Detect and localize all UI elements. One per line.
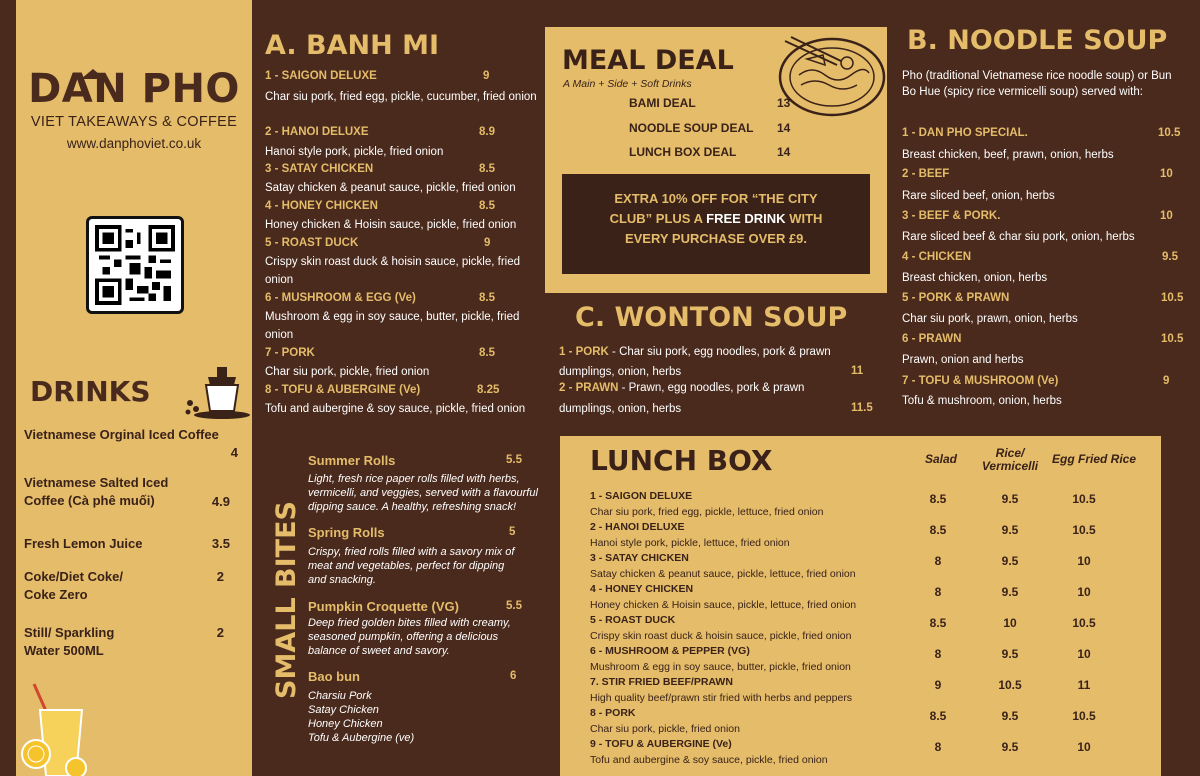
small-bite-desc: Light, fresh rice paper rolls filled with herbs, vermicelli, and veggies, served with a flavourful dipping sauce. A healthy, refreshing snack!	[308, 473, 538, 513]
drink-price: 2	[216, 625, 224, 640]
noodle-soup-item-price: 10	[1160, 168, 1173, 180]
noodle-soup-item-price: 10	[1160, 210, 1173, 222]
lunch-box-price-egg-fried-rice: 11	[1077, 678, 1091, 692]
lunch-box-item-name: 6 - MUSHROOM & PEPPER (VG)	[590, 645, 750, 657]
noodle-soup-item-price: 10.5	[1161, 333, 1184, 345]
lunch-box-item-name: 9 - TOFU & AUBERGINE (Ve)	[590, 738, 732, 750]
noodle-soup-intro: Pho (traditional Vietnamese rice noodle soup) or Bun Bo Hue (spicy rice vermicelli soup) served with:	[902, 70, 1172, 98]
svg-text:SMALL BITES: SMALL BITES	[271, 501, 302, 699]
lunch-box-price-egg-fried-rice: 10	[1077, 585, 1091, 599]
drink-item	[24, 535, 250, 553]
lunch-box-item-name: 2 - HANOI DELUXE	[590, 521, 685, 533]
lunch-box-price-egg-fried-rice: 10	[1077, 554, 1091, 568]
lunch-box-price-rice: 9.5	[1001, 709, 1019, 723]
noodle-soup-item-name: 1 - DAN PHO SPECIAL.	[902, 127, 1028, 139]
lunch-box-item-name: 7. STIR FRIED BEEF/PRAWN	[590, 676, 733, 688]
banh-mi-item-desc: Char siu pork, fried egg, pickle, cucumber, fried onion	[265, 91, 537, 103]
lunch-box-item-desc: Char siu pork, fried egg, pickle, lettuce, fried onion	[590, 506, 824, 518]
banh-mi-title: A. BANH MI	[265, 30, 440, 61]
banh-mi-item-price: 8.5	[479, 163, 495, 175]
city-club-promo	[562, 174, 870, 274]
lunch-box-header-rice: Rice/ Vermicelli	[981, 446, 1039, 473]
meal-deal-title: MEAL DEAL	[562, 45, 734, 76]
noodle-soup-item-name: 6 - PRAWN	[902, 333, 962, 345]
lunch-box-price-rice: 9.5	[1001, 585, 1019, 599]
wonton-item-name: 1 - PORK	[559, 346, 609, 358]
noodle-soup-item-desc: Rare sliced beef & char siu pork, onion, herbs	[902, 231, 1135, 243]
lunch-box-price-salad: 8.5	[929, 709, 947, 723]
banh-mi-item-price: 9	[484, 237, 491, 249]
lunch-box-price-egg-fried-rice: 10.5	[1072, 523, 1096, 537]
lunch-box-price-salad: 9	[934, 678, 942, 692]
banh-mi-item-name: 1 - SAIGON DELUXE	[265, 70, 377, 82]
noodle-soup-item-desc: Breast chicken, onion, herbs	[902, 272, 1048, 284]
lunch-box-item-desc: Hanoi style pork, pickle, lettuce, fried onion	[590, 537, 790, 549]
drink-item	[24, 624, 144, 660]
lunch-box-item-name: 1 - SAIGON DELUXE	[590, 490, 693, 502]
noodle-soup-item-desc: Breast chicken, beef, prawn, onion, herbs	[902, 149, 1114, 161]
wonton-soup-title: C. WONTON SOUP	[575, 302, 848, 333]
wonton-item-price: 11.5	[851, 402, 873, 414]
banh-mi-item-name: 5 - ROAST DUCK	[265, 237, 359, 249]
wonton-item-price: 11	[851, 365, 864, 377]
banh-mi-item-price: 8.5	[479, 347, 495, 359]
noodle-soup-item-name: 3 - BEEF & PORK.	[902, 210, 1001, 222]
banh-mi-item-price: 9	[483, 70, 490, 82]
noodle-bowl-icon	[777, 35, 887, 119]
wonton-item-desc: - Char siu pork, egg noodles, pork & prawn	[608, 346, 831, 358]
brand-name: DAN PHO	[28, 66, 240, 112]
lunch-box-price-rice: 9.5	[1001, 740, 1019, 754]
lunch-box-price-salad: 8	[934, 647, 942, 661]
drink-name: Vietnamese Salted Iced Coffee (Cà phê muối)	[24, 475, 169, 508]
lunch-box-price-salad: 8.5	[929, 523, 947, 537]
meal-deal-item-name: NOODLE SOUP DEAL	[629, 121, 754, 135]
lunch-box-item-desc: Tofu and aubergine & soy sauce, pickle, fried onion	[590, 754, 828, 766]
small-bite-price: 5.5	[506, 454, 522, 466]
banh-mi-item-desc: Honey chicken & Hoisin sauce, pickle, fried onion	[265, 219, 517, 231]
noodle-soup-item-desc: Tofu & mushroom, onion, herbs	[902, 395, 1062, 407]
drink-price: 4.9	[211, 494, 230, 509]
lunch-box-price-rice: 9.5	[1001, 554, 1019, 568]
meal-deal-item-price: 14	[777, 145, 791, 159]
small-bite-name: Spring Rolls	[308, 525, 385, 540]
lunch-box-price-salad: 8	[934, 585, 942, 599]
drink-item	[24, 568, 154, 604]
lunch-box-item-desc: High quality beef/prawn stir fried with herbs and peppers	[590, 692, 853, 704]
lunch-box-price-rice: 9.5	[1001, 492, 1019, 506]
wonton-item-desc-2: dumplings, onion, herbs	[559, 403, 682, 415]
lunch-box-price-egg-fried-rice: 10	[1077, 647, 1091, 661]
drink-name: Still/ Sparkling Water 500ML	[24, 625, 115, 658]
small-bite-name: Summer Rolls	[308, 453, 396, 468]
qr-code-icon[interactable]	[86, 216, 184, 314]
wonton-item-name: 2 - PRAWN	[559, 382, 619, 394]
drink-price: 2	[216, 569, 224, 584]
banh-mi-item-price: 8.9	[479, 126, 495, 138]
meal-deal-item-price: 13	[777, 96, 791, 110]
banh-mi-item-desc: Tofu and aubergine & soy sauce, pickle, fried onion	[265, 403, 526, 415]
small-bite-name: Bao bun	[308, 669, 360, 684]
noodle-soup-item-name: 2 - BEEF	[902, 168, 950, 180]
meal-deal-item-name: LUNCH BOX DEAL	[629, 145, 737, 159]
lunch-box-price-salad: 8	[934, 740, 942, 754]
lunch-box-price-salad: 8	[934, 554, 942, 568]
drink-item	[24, 426, 250, 460]
small-bite-desc: Charsiu Pork Satay Chicken Honey Chicken Tofu & Aubergine (ve)	[308, 690, 415, 744]
drink-name: Fresh Lemon Juice	[24, 536, 143, 551]
lunch-box-title: LUNCH BOX	[590, 444, 773, 477]
promo-line-1: EXTRA 10% OFF FOR “THE CITY	[614, 191, 818, 206]
banh-mi-item-desc: Hanoi style pork, pickle, fried onion	[265, 146, 444, 158]
lunch-box-item-name: 5 - ROAST DUCK	[590, 614, 676, 626]
noodle-soup-item-name: 5 - PORK & PRAWN	[902, 292, 1010, 304]
lunch-box-header-egg-fried-rice: Egg Fried Rice	[1051, 452, 1137, 466]
lunch-box-item-desc: Honey chicken & Hoisin sauce, pickle, lettuce, fried onion	[590, 599, 857, 611]
noodle-soup-item-name: 4 - CHICKEN	[902, 251, 972, 263]
noodle-soup-item-name: 7 - TOFU & MUSHROOM (Ve)	[902, 375, 1059, 387]
brand-website[interactable]: www.danphoviet.co.uk	[66, 136, 202, 151]
banh-mi-item-name: 4 - HONEY CHICKEN	[265, 200, 378, 212]
meal-deal-subtitle: A Main + Side + Soft Drinks	[563, 78, 692, 90]
promo-line-3: EVERY PURCHASE OVER £9.	[624, 231, 808, 246]
drink-name: Coke/Diet Coke/ Coke Zero	[24, 569, 123, 602]
banh-mi-item-desc: Char siu pork, pickle, fried onion	[265, 366, 430, 378]
drink-price: 3.5	[211, 536, 230, 551]
lunch-box-price-rice: 9.5	[1001, 647, 1019, 661]
small-bite-price: 5.5	[506, 600, 522, 612]
banh-mi-item-name: 3 - SATAY CHICKEN	[265, 163, 374, 175]
noodle-soup-item-price: 10.5	[1161, 292, 1184, 304]
small-bite-name: Pumpkin Croquette (VG)	[308, 599, 459, 614]
lunch-box-item-desc: Satay chicken & peanut sauce, pickle, lettuce, fried onion	[590, 568, 856, 580]
drinks-title: DRINKS	[30, 375, 151, 408]
noodle-soup-item-price: 9.5	[1162, 251, 1178, 263]
lunch-box-header-salad: Salad	[924, 452, 957, 466]
lunch-box-price-egg-fried-rice: 10	[1077, 740, 1091, 754]
meal-deal-item-name: BAMI DEAL	[629, 96, 696, 110]
lunch-box-item-name: 8 - PORK	[590, 707, 636, 719]
promo-line-2a: CLUB” PLUS A	[609, 211, 707, 226]
lemon-juice-glass-icon	[20, 680, 100, 776]
coffee-cup-icon	[182, 363, 252, 421]
lunch-box-item-name: 4 - HONEY CHICKEN	[590, 583, 694, 595]
small-bite-desc: Deep fried golden bites filled with creamy, seasoned pumpkin, offering a delicious balance of sweet and savory.	[308, 617, 511, 657]
meal-deal-item-price: 14	[777, 121, 791, 135]
noodle-soup-title: B. NOODLE SOUP	[907, 25, 1168, 56]
banh-mi-item-price: 8.25	[477, 384, 500, 396]
banh-mi-item-name: 6 - MUSHROOM & EGG (Ve)	[265, 292, 416, 304]
lunch-box-price-egg-fried-rice: 10.5	[1072, 492, 1096, 506]
noodle-soup-item-price: 9	[1163, 375, 1170, 387]
drink-name: Vietnamese Orginal Iced Coffee	[24, 427, 219, 442]
lunch-box-panel	[560, 436, 1161, 776]
banh-mi-item-desc: Mushroom & egg in soy sauce, butter, pickle, fried onion	[265, 311, 520, 341]
banh-mi-item-name: 8 - TOFU & AUBERGINE (Ve)	[265, 384, 421, 396]
drink-price: 4	[230, 445, 238, 460]
banh-mi-item-price: 8.5	[479, 200, 495, 212]
wonton-item-desc: - Prawn, egg noodles, pork & prawn	[618, 382, 805, 394]
banh-mi-item-desc: Satay chicken & peanut sauce, pickle, fried onion	[265, 182, 516, 194]
lunch-box-item-desc: Mushroom & egg in soy sauce, butter, pickle, fried onion	[590, 661, 851, 673]
lunch-box-price-rice: 10.5	[998, 678, 1022, 692]
wonton-item	[559, 382, 804, 394]
banh-mi-item-name: 2 - HANOI DELUXE	[265, 126, 369, 138]
meal-deal-panel	[545, 27, 887, 293]
lunch-box-item-desc: Char siu pork, pickle, fried onion	[590, 723, 740, 735]
lunch-box-price-egg-fried-rice: 10.5	[1072, 709, 1096, 723]
noodle-soup-item-price: 10.5	[1158, 127, 1181, 139]
brand-tagline: VIET TAKEAWAYS & COFFEE	[30, 114, 238, 130]
lunch-box-price-rice: 9.5	[1001, 523, 1019, 537]
lunch-box-price-rice: 10	[1003, 616, 1017, 630]
small-bite-price: 5	[509, 526, 516, 538]
wonton-item	[559, 346, 831, 358]
drink-item	[24, 474, 200, 510]
small-bite-price: 6	[510, 670, 517, 682]
promo-free-drink: FREE DRINK	[706, 211, 786, 226]
sidebar	[16, 0, 252, 776]
promo-line-2	[562, 209, 870, 229]
noodle-soup-item-desc: Rare sliced beef, onion, herbs	[902, 190, 1055, 202]
noodle-soup-item-desc: Prawn, onion and herbs	[902, 354, 1024, 366]
lunch-box-item-desc: Crispy skin roast duck & hoisin sauce, pickle, fried onion	[590, 630, 852, 642]
banh-mi-item-price: 8.5	[479, 292, 495, 304]
banh-mi-item-name: 7 - PORK	[265, 347, 315, 359]
noodle-soup-item-desc: Char siu pork, prawn, onion, herbs	[902, 313, 1078, 325]
lunch-box-price-salad: 8.5	[929, 492, 947, 506]
small-bite-desc: Crispy, fried rolls filled with a savory mix of meat and vegetables, perfect for dipping and snacking.	[308, 546, 515, 586]
lunch-box-price-egg-fried-rice: 10.5	[1072, 616, 1096, 630]
banh-mi-item-desc: Crispy skin roast duck & hoisin sauce, pickle, fried onion	[265, 256, 521, 286]
small-bites-title-vertical	[255, 500, 315, 700]
lunch-box-item-name: 3 - SATAY CHICKEN	[590, 552, 689, 564]
promo-line-2c: WITH	[785, 211, 823, 226]
brand-block	[16, 66, 252, 151]
wonton-item-desc-2: dumplings, onion, herbs	[559, 366, 682, 378]
lunch-box-price-salad: 8.5	[929, 616, 947, 630]
